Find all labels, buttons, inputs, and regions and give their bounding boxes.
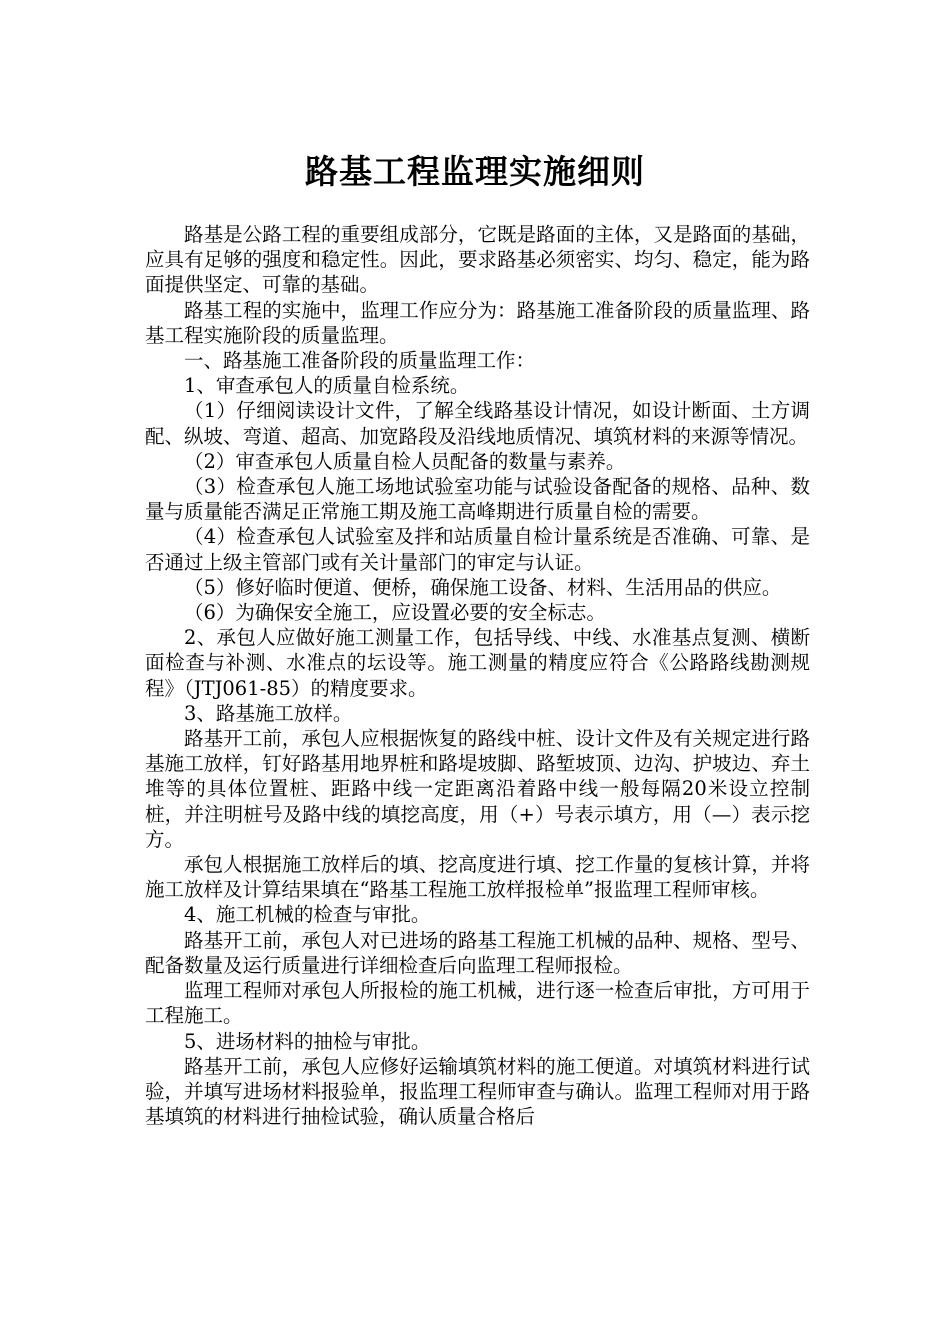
list-item: （3）检查承包人施工场地试验室功能与试验设备配备的规格、品种、数量与质量能否满足正常施工期及施工高峰期进行质量自检的需要。: [145, 475, 810, 524]
list-item: （6）为确保安全施工，应设置必要的安全标志。: [184, 601, 606, 625]
subsection-heading: 4、施工机械的检查与审批。: [184, 903, 431, 927]
paragraph: 监理工程师对承包人所报检的施工机械，进行逐一检查后审批，方可用于工程施工。: [145, 979, 810, 1028]
paragraph: 路基开工前，承包人应根据恢复的路线中桩、设计文件及有关规定进行路基施工放样，钉好路基用地界桩和路堤坡脚、路堑坡顶、边沟、护坡边、弃土堆等的具体位置桩、距路中线一定距离沿着路中线一般每隔20米设立控制桩，并注明桩号及路中线的填挖高度，用（+）号表示填方，用（—）表示挖方。: [145, 727, 810, 851]
subsection-heading: 2、承包人应做好施工测量工作，包括导线、中线、水准基点复测、横断面检查与补测、水准点的坛设等。施工测量的精度应符合《公路路线勘测规程》（JTJ061-85）的精度要求。: [145, 626, 810, 700]
subsection-heading: 3、路基施工放样。: [184, 701, 353, 725]
list-item: （1）仔细阅读设计文件，了解全线路基设计情况，如设计断面、土方调配、纵坡、弯道、超高、加宽路段及沿线地质情况、填筑材料的来源等情况。: [145, 399, 810, 448]
paragraph: 路基开工前，承包人对已进场的路基工程施工机械的品种、规格、型号、配备数量及运行质量进行详细检查后向监理工程师报检。: [145, 928, 810, 977]
paragraph: 路基是公路工程的重要组成部分，它既是路面的主体，又是路面的基础，应具有足够的强度和稳定性。因此，要求路基必须密实、均匀、稳定，能为路面提供坚定、可靠的基础。: [145, 223, 810, 297]
subsection-heading: 5、进场材料的抽检与审批。: [184, 1029, 431, 1053]
section-heading: 一、路基施工准备阶段的质量监理工作：: [184, 349, 536, 373]
paragraph: 路基工程的实施中，监理工作应分为：路基施工准备阶段的质量监理、路基工程实施阶段的质量监理。: [145, 298, 810, 347]
paragraph: 路基开工前，承包人应修好运输填筑材料的施工便道。对填筑材料进行试验，并填写进场材料报验单，报监理工程师审查与确认。监理工程师对用于路基填筑的材料进行抽检试验，确认质量合格后: [145, 1054, 810, 1129]
list-item: （5）修好临时便道、便桥，确保施工设备、材料、生活用品的供应。: [184, 575, 782, 599]
list-item: （4）检查承包人试验室及拌和站质量自检计量系统是否准确、可靠、是否通过上级主管部门或有关计量部门的审定与认证。: [145, 525, 810, 574]
subsection-heading: 1、审查承包人的质量自检系统。: [184, 374, 470, 398]
document-body: [145, 222, 810, 1129]
document-title: 路基工程监理实施细则: [305, 152, 645, 192]
paragraph: 承包人根据施工放样后的填、挖高度进行填、挖工作量的复核计算，并将施工放样及计算结果填在“路基工程施工放样报检单”报监理工程师审核。: [145, 853, 810, 902]
list-item: （2）审查承包人质量自检人员配备的数量与素养。: [184, 449, 626, 473]
